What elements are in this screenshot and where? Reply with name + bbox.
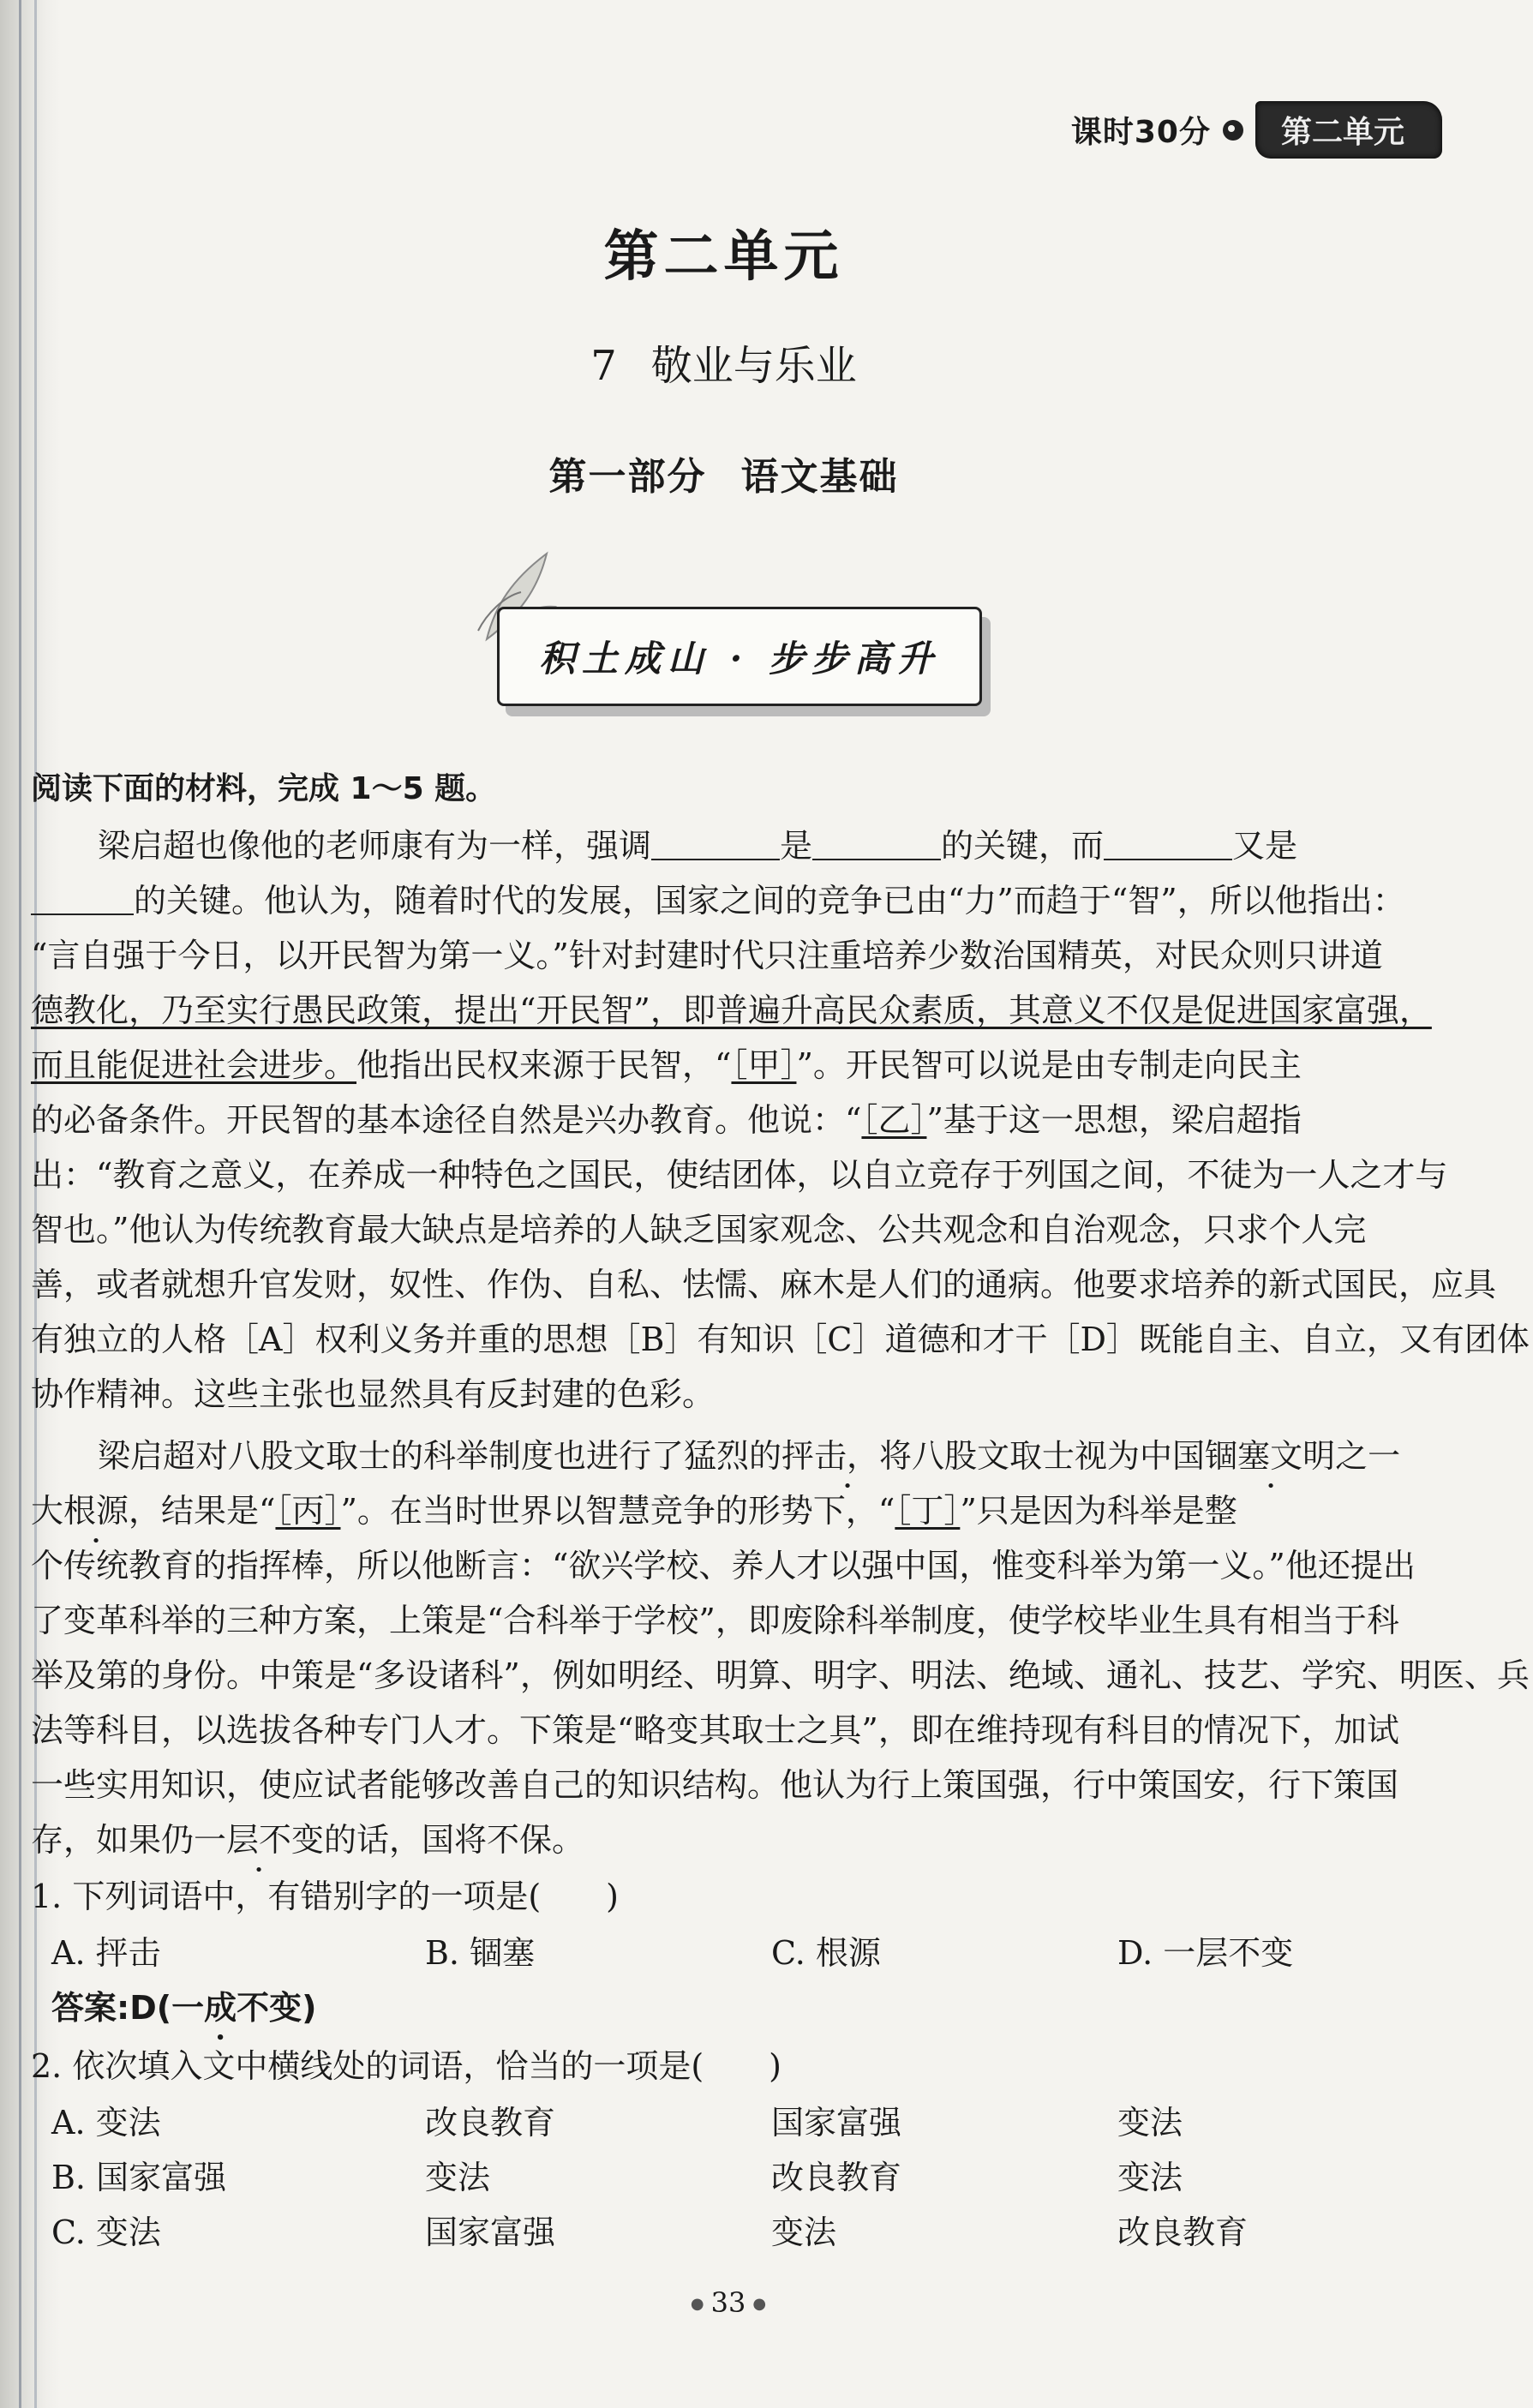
- q2-option-b-3: 改良教育: [771, 2159, 902, 2196]
- q2-option-a-4: 变法: [1117, 2104, 1183, 2141]
- q2-option-a-2: 改良教育: [425, 2104, 556, 2141]
- header-unit-badge: 第二单元: [1255, 101, 1442, 159]
- passage-line: 大根源，结果是“［丙］”。在当时世界以智慧竞争的形势下，“［丁］”只是因为科举是整: [31, 1492, 1237, 1530]
- page-number: ● 33 ●: [690, 2286, 767, 2319]
- fill-blank: [651, 826, 780, 860]
- dotted-word: 一层不变: [194, 1821, 325, 1859]
- question-1-stem: 1. 下列词语中，有错别字的一项是( ): [31, 1878, 619, 1915]
- question-2-stem: 2. 依次填入文中横线处的词语，恰当的一项是( ): [31, 2047, 781, 2085]
- bullet-icon: [1223, 120, 1243, 141]
- passage-line: 一些实用知识，使应试者能够改善自己的知识结构。他认为行上策国强，行中策国安，行下策国: [31, 1766, 1399, 1804]
- section-part: 第一部分: [548, 455, 707, 499]
- passage-line: “言自强于今日，以开民智为第一义。”针对封建时代只注重培养少数治国精英，对民众则只讲道: [31, 937, 1383, 974]
- fill-blank: [31, 881, 134, 915]
- fill-blank: [812, 826, 941, 860]
- q1-option-d: D. 一层不变: [1117, 1934, 1294, 1972]
- fill-blank: [1104, 826, 1232, 860]
- q2-option-c: C. 变法: [51, 2213, 161, 2251]
- passage-line: 存，如果仍一层不变的话，国将不保。: [31, 1821, 585, 1859]
- running-header: [1071, 101, 1442, 159]
- passage-line: 的必备条件。开民智的基本途径自然是兴办教育。他说：“［乙］”基于这一思想，梁启超指: [31, 1101, 1302, 1139]
- q1-option-b: B. 锢塞: [425, 1934, 536, 1972]
- q1-option-c: C. 根源: [771, 1934, 881, 1972]
- blank-ding: ［丁］: [895, 1492, 961, 1530]
- passage-line: 梁启超对八股文取士的科举制度也进行了猛烈的抨击，将八股文取士视为中国锢塞文明之一: [98, 1437, 1401, 1475]
- passage-line: 有独立的人格［A］权利义务并重的思想［B］有知识［C］道德和才干［D］既能自主、自立，又有团体: [31, 1321, 1530, 1358]
- lesson-name: 敬业与乐业: [650, 342, 857, 390]
- section-title: [0, 446, 1447, 500]
- passage-line: 举及第的身份。中策是“多设诸科”，例如明经、明算、明字、明法、绝域、通礼、技艺、学究、明医、兵: [31, 1656, 1530, 1694]
- unit-title: 第二单元: [603, 225, 844, 289]
- passage-line: 善，或者就想升官发财，奴性、作伪、自私、怯懦、麻木是人们的通病。他要求培养的新式国民，应具: [31, 1266, 1497, 1303]
- q2-option-c-3: 变法: [771, 2213, 837, 2251]
- passage-line: 了变革科举的三种方案，上策是“合科举于学校”，即废除科举制度，使学校毕业生具有相当于科: [31, 1602, 1399, 1639]
- q1-answer: 答案:D(一成不变): [51, 1989, 317, 2027]
- q2-option-c-4: 改良教育: [1117, 2213, 1249, 2251]
- underlined-line: 德教化，乃至实行愚民政策，提出“开民智”，即普遍升高民众素质，其意义不仅是促进国家富强，: [31, 991, 1432, 1029]
- passage-line: 梁启超也像他的老师康有为一样，强调 是 的关键，而 又是: [98, 827, 1298, 865]
- passage-line: 出：“教育之意义，在养成一种特色之国民，使结团体，以自立竞存于列国之间，不徒为一人之才与: [31, 1156, 1448, 1194]
- header-label: 课时30分: [1070, 115, 1211, 150]
- passage-line: 个传统教育的指挥棒，所以他断言：“欲兴学校、养人才以强中国，惟变科举为第一义。”他还提出: [31, 1547, 1416, 1584]
- passage-line: 协作精神。这些主张也显然具有反封建的色彩。: [31, 1375, 716, 1413]
- dotted-word: 锢塞: [1205, 1437, 1271, 1475]
- q2-option-c-2: 国家富强: [425, 2213, 556, 2251]
- lesson-title: [0, 332, 1447, 392]
- q2-option-a-3: 国家富强: [771, 2104, 902, 2141]
- passage-line: 的关键。他认为，随着时代的发展，国家之间的竞争已由“力”而趋于“智”，所以他指出：: [31, 874, 1405, 921]
- passage-line: 而且能促进社会进步。他指出民权来源于民智，“［甲］”。开民智可以说是由专制走向民主: [31, 1046, 1302, 1084]
- dotted-word: 根源: [63, 1492, 129, 1530]
- q2-option-a: A. 变法: [51, 2104, 161, 2141]
- passage-line: 法等科目，以选拔各种专门人才。下策是“略变其取士之具”，即在维持现有科目的情况下，加试: [31, 1711, 1399, 1749]
- blank-bing: ［丙］: [275, 1492, 341, 1530]
- instruction: 阅读下面的材料，完成 1～5 题。: [31, 771, 497, 806]
- passage-line: 智也。”他认为传统教育最大缺点是培养的人缺乏国家观念、公共观念和自治观念，只求个人完: [31, 1211, 1367, 1249]
- dotted-word: 成: [204, 1989, 237, 2027]
- lesson-number: 7: [590, 342, 617, 390]
- section-name: 语文基础: [740, 455, 899, 499]
- blank-jia: ［甲］: [731, 1046, 797, 1084]
- q2-option-b-4: 变法: [1117, 2159, 1183, 2196]
- q1-option-a: A. 抨击: [51, 1934, 161, 1972]
- q2-option-b-2: 变法: [425, 2159, 491, 2196]
- blank-yi: ［乙］: [861, 1101, 927, 1139]
- q2-option-b: B. 国家富强: [51, 2159, 227, 2196]
- dotted-word: 抨击: [781, 1437, 847, 1475]
- section-banner: 积土成山 · 步步高升: [497, 607, 982, 706]
